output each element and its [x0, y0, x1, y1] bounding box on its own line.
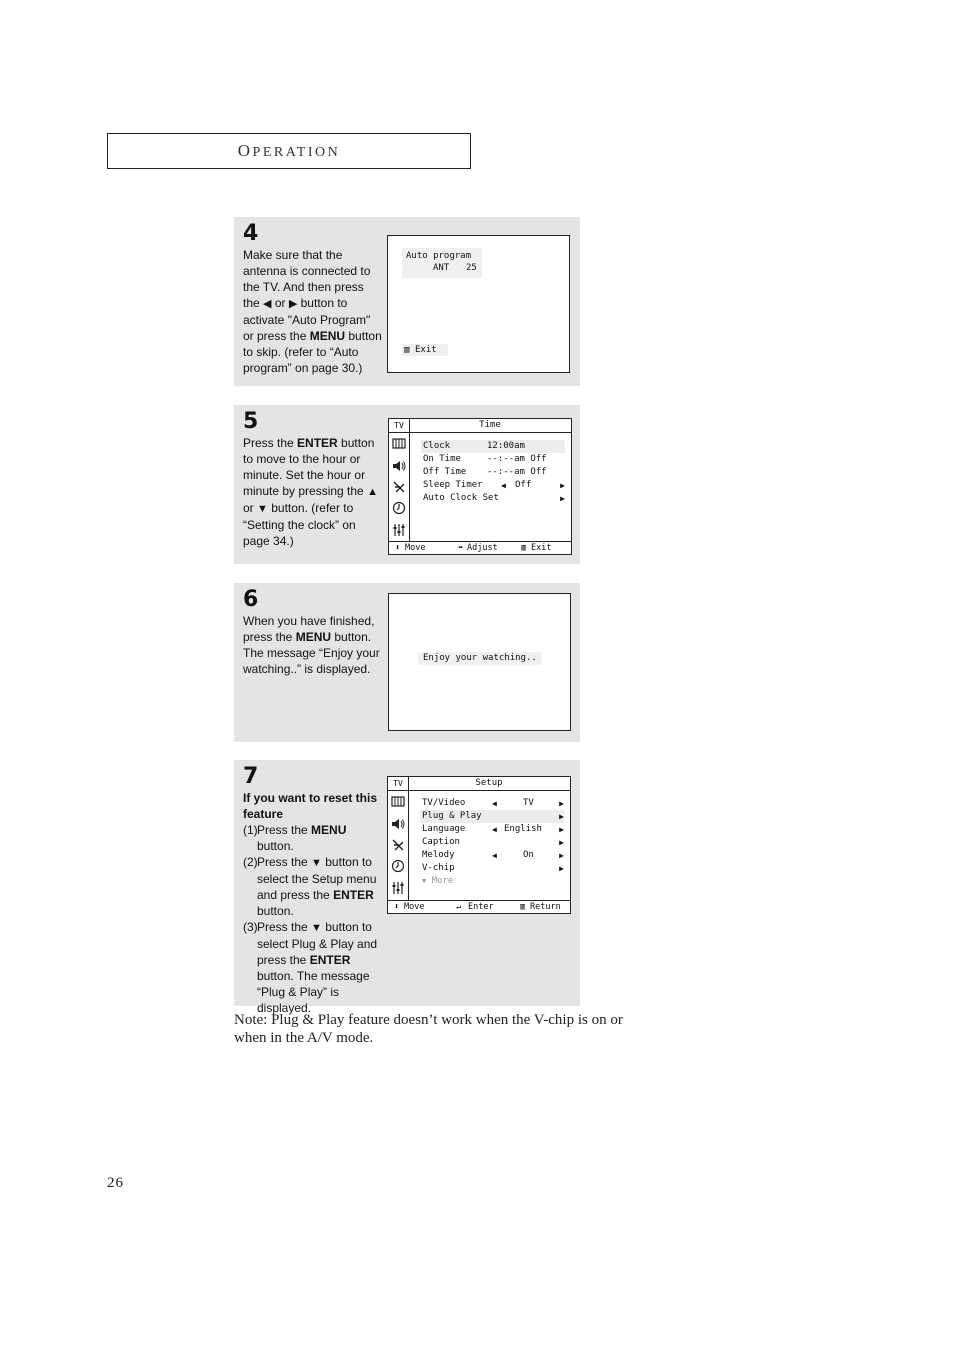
tv-screen-setup-menu [387, 776, 571, 914]
menu-icon: ▥ [521, 543, 527, 553]
note-text: Note: Plug & Play feature doesn’t work when the V-chip is on or when in the A/V mode. [234, 1012, 623, 1046]
clock-icon [391, 859, 405, 873]
step-heading: If you want to reset this feature [243, 791, 378, 821]
tv-screen-enjoy [388, 593, 571, 731]
right-arrow-icon: ▶ [559, 838, 564, 847]
step-number: 4 [243, 221, 259, 246]
channel-value: 25 [466, 263, 477, 273]
menu-row-sleep-timer: Sleep Timer ◀ Off ▶ [423, 480, 565, 490]
section-header [107, 133, 471, 169]
menu-row-language: Language ◀ English ▶ [422, 824, 564, 834]
left-right-icon: ⬌ [458, 543, 464, 553]
auto-program-box [402, 248, 482, 278]
tv-label: TV [388, 777, 408, 791]
left-arrow-icon: ◀ [263, 298, 272, 310]
auto-program-label: Auto program [406, 251, 472, 261]
picture-icon [391, 795, 405, 809]
step-number: 7 [243, 764, 259, 789]
down-arrow-icon: ▼ [257, 503, 268, 515]
left-arrow-icon: ◀ [492, 799, 497, 808]
right-arrow-icon: ▶ [559, 851, 564, 860]
tv-label: TV [389, 419, 409, 433]
sound-icon [391, 817, 405, 831]
channel-antenna-icon [392, 480, 406, 494]
menu-icon: ▥ [520, 902, 526, 912]
step-4 [234, 217, 580, 386]
menu-row-on-time: On Time --:--am Off [423, 454, 547, 464]
up-down-icon: ⬍ [395, 543, 401, 553]
enjoy-message: Enjoy your watching.. [423, 653, 537, 663]
step-5 [234, 405, 580, 564]
left-arrow-icon: ◀ [501, 481, 506, 490]
menu-footer: ⬍ Move ⬌ Adjust ▥ Exit [389, 541, 571, 554]
setup-sliders-icon [392, 523, 406, 537]
down-arrow-icon: ▼ [311, 922, 322, 934]
menu-row-plug-and-play: Plug & Play ▶ [422, 811, 564, 821]
section-title: OPERATION [237, 141, 341, 160]
exit-label: Exit [415, 345, 437, 355]
tv-screen-auto-program [387, 235, 570, 373]
menu-row-auto-clock-set: Auto Clock Set ▶ [423, 493, 565, 503]
step-7 [234, 760, 580, 1015]
menu-title: Time [409, 419, 571, 433]
menu-row-tv-video: TV/Video ◀ TV ▶ [422, 798, 564, 808]
menu-row-more: ▼ More [422, 876, 454, 886]
instruction-1: (1) Press the MENU button. [243, 823, 347, 853]
instruction-3: (3) Press the ▼ button to select Plug & Play and press the ENTER button. The message “Plug & Play” is displayed. [243, 920, 378, 1015]
menu-title: Setup [408, 777, 570, 791]
instruction-2: (2) Press the ▼ button to select the Setup menu and press the ENTER button. [243, 855, 377, 918]
channel-antenna-icon [391, 838, 405, 852]
down-arrow-icon: ▼ [311, 857, 322, 869]
section-title-rest: PERATION [252, 145, 341, 160]
menu-icon: ▥ [404, 345, 410, 355]
picture-icon [392, 437, 406, 451]
setup-sliders-icon [391, 881, 405, 895]
right-arrow-icon: ▶ [559, 799, 564, 808]
step-instructions: Make sure that the antenna is connected to the TV. And then press the ◀ or ▶ button to activate "Auto Program" or press the MENU button to skip. (refer to “Auto program” on page 30.) [243, 248, 382, 375]
menu-row-melody: Melody ◀ On ▶ [422, 850, 564, 860]
menu-sidebar [388, 777, 409, 901]
enter-icon: ↵ [456, 902, 462, 912]
exit-hint [402, 344, 448, 356]
tv-screen-time-menu [388, 418, 572, 555]
step-6 [234, 583, 580, 742]
menu-row-v-chip: V-chip ▶ [422, 863, 564, 873]
menu-row-caption: Caption ▶ [422, 837, 564, 847]
enjoy-message-box [418, 652, 542, 665]
up-arrow-icon: ▲ [367, 486, 378, 498]
sound-icon [392, 459, 406, 473]
right-arrow-icon: ▶ [559, 864, 564, 873]
page-number: 26 [107, 1175, 124, 1191]
right-arrow-icon: ▶ [560, 481, 565, 490]
right-arrow-icon: ▶ [288, 298, 298, 310]
clock-icon [392, 501, 406, 515]
step-number: 5 [243, 409, 259, 434]
up-down-icon: ⬍ [394, 902, 400, 912]
right-arrow-icon: ▶ [560, 494, 565, 503]
step-instructions: Press the ENTER button to move to the hour or minute. Set the hour or minute by pressing the ▲ or ▼ button. (refer to “Setting the clock” on page 34.) [243, 436, 378, 548]
right-arrow-icon: ▶ [559, 825, 564, 834]
antenna-label: ANT [433, 263, 450, 273]
down-arrow-icon: ▼ [422, 877, 427, 885]
step-instructions: When you have finished, press the MENU button. The message “Enjoy your watching..” is displayed. [243, 614, 380, 676]
left-arrow-icon: ◀ [492, 851, 497, 860]
step-instructions [243, 790, 385, 1016]
right-arrow-icon: ▶ [559, 812, 564, 821]
menu-footer: ⬍ Move ↵ Enter ▥ Return [388, 900, 570, 913]
left-arrow-icon: ◀ [492, 825, 497, 834]
menu-sidebar [389, 419, 410, 542]
step-number: 6 [243, 587, 259, 612]
menu-row-off-time: Off Time --:--am Off [423, 467, 547, 477]
menu-row-clock: Clock 12:00am [421, 440, 565, 453]
